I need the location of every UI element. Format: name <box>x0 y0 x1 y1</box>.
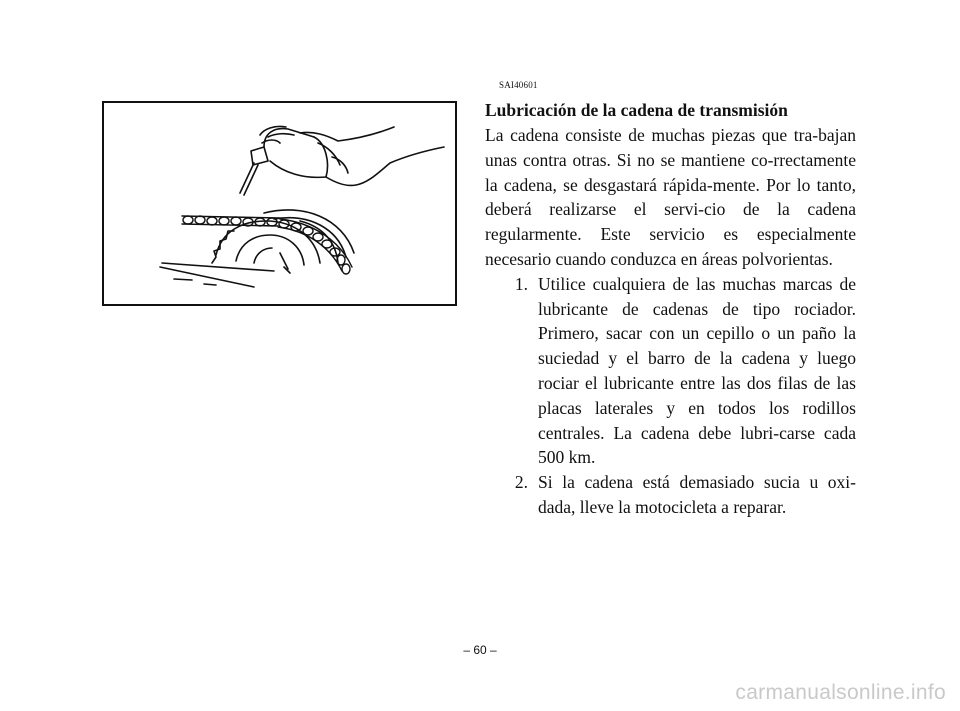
chain-lubrication-illustration <box>102 101 457 306</box>
step-item <box>485 470 856 520</box>
step-text: Utilice cualquiera de las muchas marcas de lubricante de cadenas de tipo rociador. Primero, sacar con un cepillo o un paño la suciedad y el barro de la cadena y luego rociar el lubricante entre las dos filas de las placas laterales y en todos los rodillos centrales. La cadena debe lubri-carse cada 500 km. <box>538 273 856 468</box>
step-number: 2. <box>514 472 528 493</box>
step-item <box>485 272 856 470</box>
page-number: – 60 – <box>463 643 497 657</box>
section-code: SAI40601 <box>499 80 538 90</box>
intro-paragraph: La cadena consiste de muchas piezas que tra-bajan unas contra otras. Si no se mantiene co-rrectamente la cadena, se desgastará rápida-mente. Por lo tanto, deberá realizarse el servi-cio de la cadena regularmente. Este servicio es especialmente necesario cuando conduzca en áreas polvorientas. <box>485 125 856 269</box>
step-number: 1. <box>514 273 528 294</box>
section-heading: Lubricación de la cadena de transmisión <box>485 100 788 120</box>
chain-lubrication-icon <box>104 103 455 304</box>
steps-list <box>485 272 856 520</box>
text-column <box>485 80 856 520</box>
watermark: carmanualsonline.info <box>735 681 946 704</box>
step-text: Si la cadena está demasiado sucia u oxi-dada, lleve la motocicleta a reparar. <box>538 472 856 517</box>
